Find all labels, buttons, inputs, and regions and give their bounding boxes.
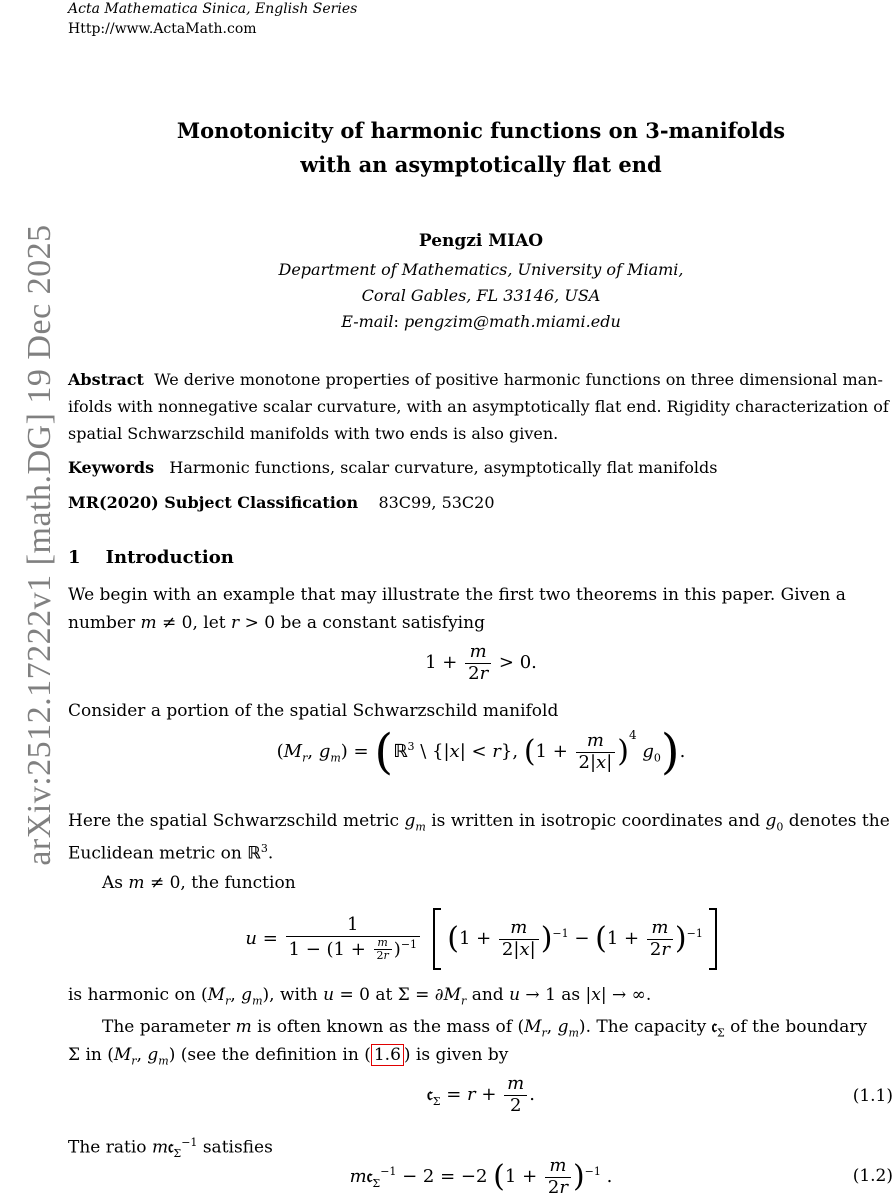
equation-number-1-1: (1.1) bbox=[852, 1086, 893, 1106]
section-title: Introduction bbox=[105, 547, 234, 568]
section-heading bbox=[68, 545, 894, 571]
text-capacity: . The capacity bbox=[585, 1017, 707, 1037]
text-ratio: The ratio bbox=[68, 1137, 147, 1158]
author-email-line: E-mail: pengzim@math.miami.edu bbox=[341, 312, 621, 331]
text-function: , the function bbox=[180, 873, 296, 893]
abstract-line-1 bbox=[68, 367, 894, 393]
keywords-label: Keywords bbox=[68, 458, 155, 477]
email-label: E-mail bbox=[341, 312, 394, 331]
author-name: Pengzi MIAO bbox=[418, 231, 544, 251]
frac-m-2x: $\frac{m}{2|x|}$ bbox=[576, 731, 616, 773]
abstract-text-1: We derive monotone properties of positive harmonic functions on three dimensional man- bbox=[154, 370, 883, 389]
equation-reference-link[interactable]: 1.6 bbox=[371, 1044, 404, 1066]
text-number: number bbox=[68, 613, 136, 633]
metric-line-2: Euclidean metric on ℝ$^3$. bbox=[68, 842, 274, 864]
section-number: 1 bbox=[68, 547, 81, 568]
intro-line-1: We begin with an example that may illustrate the first two theorems in this paper. Given a bbox=[68, 585, 846, 605]
manifold-display: ($M_r$, $g_m$) = (ℝ$^3$ \ {|x| < r}, (1 + $\frac{m}{2|x|}$ )$^4$ $g_0$). bbox=[276, 724, 686, 780]
text-harmonic: is harmonic on bbox=[68, 985, 196, 1005]
abstract-line-2: ifolds with nonnegative scalar curvature, with an asymptotically flat end. Rigidity characterization of bbox=[68, 397, 889, 416]
journal-url: Http://www.ActaMath.com bbox=[68, 21, 257, 37]
classification-label: MR(2020) Subject Classification bbox=[68, 493, 359, 512]
text-euclidean: Euclidean metric on bbox=[68, 843, 242, 864]
parameter-line: The parameter m is often known as the mass of ($M_r$, $g_m$). The capacity 𝔠$_\Sigma$ of the boundary bbox=[102, 1017, 868, 1040]
text-at: at bbox=[375, 985, 393, 1005]
email-address: pengzim@math.miami.edu bbox=[404, 312, 621, 331]
text-satisfies: satisfies bbox=[202, 1137, 273, 1158]
frac-m-2r: $\frac{m}{2r}$ bbox=[465, 642, 491, 684]
classification-text: 83C99, 53C20 bbox=[378, 493, 495, 512]
author-affiliation-2: Coral Gables, FL 33146, USA bbox=[361, 286, 601, 305]
text-isotropic: is written in isotropic coordinates and bbox=[431, 811, 761, 831]
keywords-text: Harmonic functions, scalar curvature, asymptotically flat manifolds bbox=[169, 458, 718, 477]
text-in: in bbox=[85, 1045, 102, 1065]
text-here: Here the spatial Schwarzschild metric bbox=[68, 811, 400, 831]
equation-number-1-2: (1.2) bbox=[852, 1166, 893, 1186]
journal-name: Acta Mathematica Sinica, English Series bbox=[68, 1, 358, 17]
text-see-definition: (see the definition in bbox=[180, 1045, 359, 1065]
text-as: As bbox=[102, 873, 124, 893]
text-as-limit: as bbox=[561, 985, 581, 1005]
text-constant: be a constant satisfying bbox=[280, 613, 485, 633]
paper-title-line2: with an asymptotically flat end bbox=[300, 152, 662, 177]
author-affiliation-1: Department of Mathematics, University of Miami, bbox=[278, 260, 684, 279]
text-parameter: The parameter bbox=[102, 1017, 231, 1037]
left-bracket bbox=[433, 908, 441, 970]
frac-u-prefactor: 1 1 − (1 + $\frac{m}{2r}$ )$^{-1}$ bbox=[286, 915, 421, 963]
equation-1-2: m𝔠$_\Sigma^{-1}$ − 2 = −2 (1 + $\frac{m}{2r}$ )$^{-1}$ . bbox=[349, 1155, 613, 1198]
equation-1-1: 𝔠$_\Sigma$ = r + $\frac{m}{2}$ . bbox=[427, 1073, 535, 1116]
keywords-line bbox=[68, 455, 894, 481]
abstract-label: Abstract bbox=[68, 370, 144, 389]
arxiv-stamp: arXiv:2512.17222v1 [math.DG] 19 Dec 2025 bbox=[21, 224, 58, 866]
ratio-line: The ratio m𝔠$_\Sigma^{-1}$ satisfies bbox=[68, 1136, 273, 1161]
capacity-line: Σ in ($M_r$, $g_m$) (see the definition in ( 1.6 ) is given by bbox=[68, 1045, 509, 1068]
text-boundary: of the boundary bbox=[730, 1017, 868, 1037]
inequality-display: 1 + $\frac{m}{2r}$ > 0. bbox=[425, 641, 537, 684]
intro-line-2: number m ≠ 0, let r > 0 be a constant satisfying bbox=[68, 613, 485, 633]
text-denotes: denotes the bbox=[788, 811, 890, 831]
harmonic-line: is harmonic on ($M_r$, $g_m$), with u = 0 at $\Sigma = \partial M_r$ and u → 1 as |x| → ∞. bbox=[68, 985, 652, 1008]
text-given-by: ) is given by bbox=[403, 1045, 509, 1065]
consider-line: Consider a portion of the spatial Schwarzschild manifold bbox=[68, 701, 559, 721]
text-let: , let bbox=[192, 613, 226, 633]
right-bracket bbox=[709, 908, 717, 970]
text-with: , with bbox=[269, 985, 318, 1005]
metric-line-1: Here the spatial Schwarzschild metric $g_m$ is written in isotropic coordinates and $g_0$ denotes the bbox=[68, 811, 890, 834]
paper-title-line1: Monotonicity of harmonic functions on 3-manifolds bbox=[176, 118, 786, 143]
classification-line bbox=[68, 490, 894, 516]
text-mass: is often known as the mass of bbox=[257, 1017, 513, 1037]
abstract-line-3: spatial Schwarzschild manifolds with two ends is also given. bbox=[68, 424, 559, 443]
function-intro: As m ≠ 0, the function bbox=[102, 873, 296, 893]
text-and: and bbox=[471, 985, 504, 1005]
function-u-display: u = 1 1 − (1 + $\frac{m}{2r}$ )$^{-1}$ (1 + $\frac{m}{2|x|}$ )$^{-1}$ − (1 + $\frac{m}{2r}$ )$^{-1}$ bbox=[68, 908, 894, 970]
